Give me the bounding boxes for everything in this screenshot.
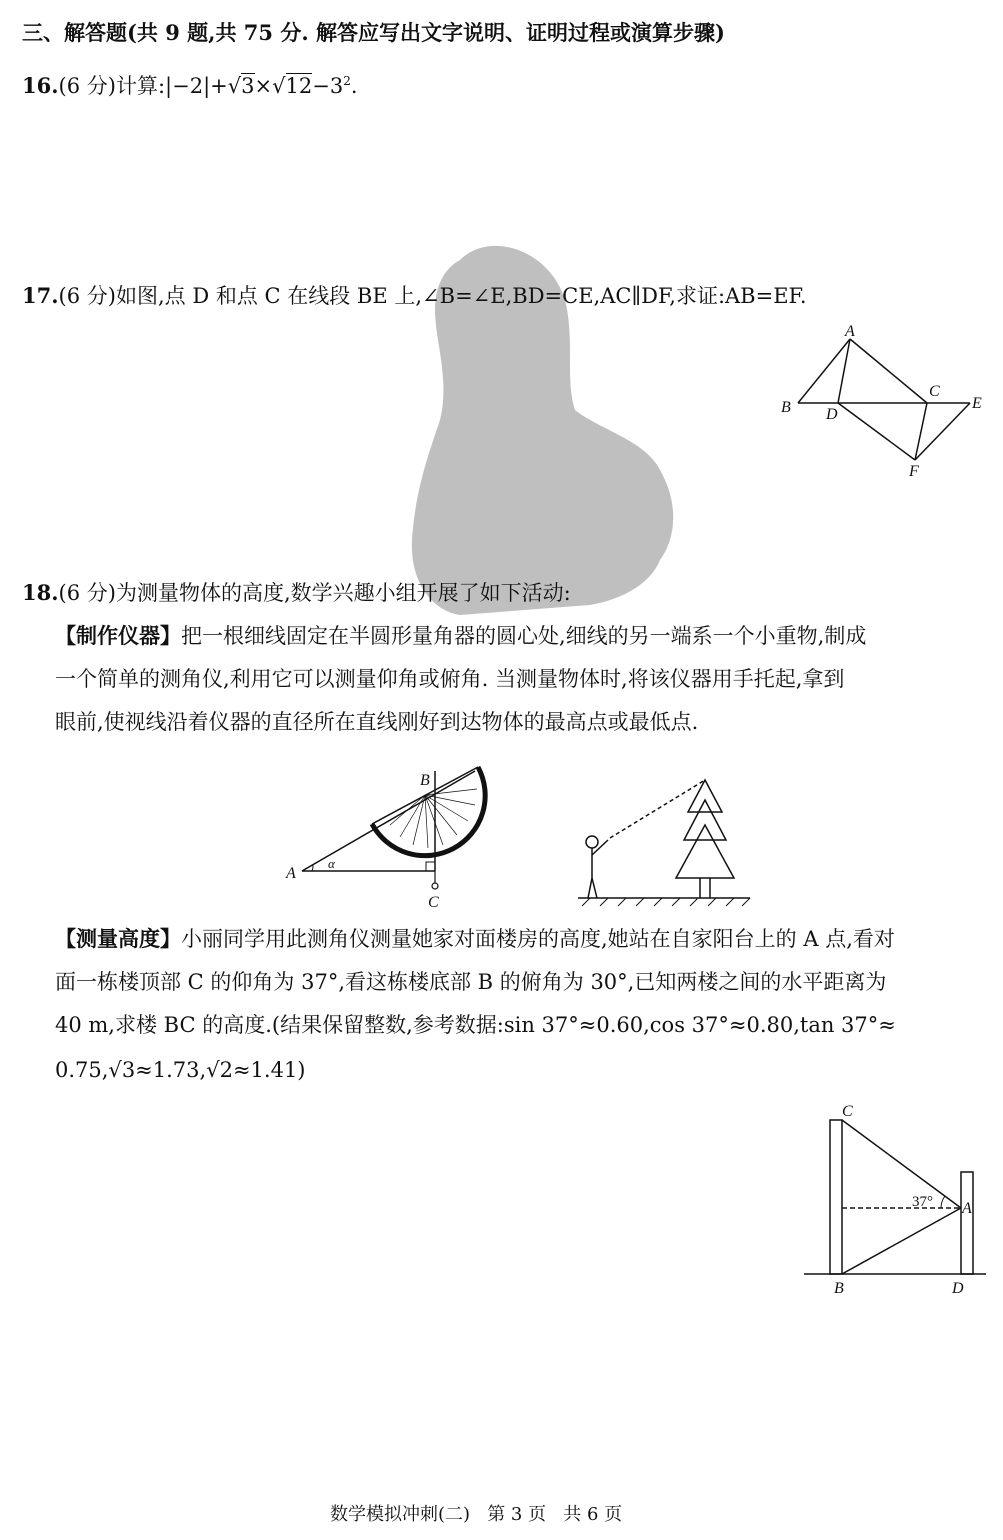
label-f: F bbox=[909, 463, 919, 480]
times-symbol: × bbox=[254, 74, 273, 98]
question-16 bbox=[22, 66, 358, 101]
label-b: B bbox=[420, 772, 430, 789]
instrument-paragraph-line: 一个简单的测角仪,利用它可以测量仰角或俯角. 当测量物体时,将该仪器用手托起,拿到 bbox=[55, 667, 845, 691]
paragraph-text: 小丽同学用此测角仪测量她家对面楼房的高度,她站在自家阳台上的 A 点,看对 bbox=[181, 927, 895, 951]
angle-label: 37° bbox=[912, 1194, 933, 1210]
question-number: 16. bbox=[22, 73, 59, 98]
protractor-instrument-figure bbox=[280, 755, 510, 915]
buildings-angle-figure bbox=[800, 1098, 990, 1298]
paragraph-text: 把一根细线固定在半圆形量角器的圆心处,细线的另一端系一个小重物,制成 bbox=[181, 624, 867, 648]
measure-paragraph-line bbox=[55, 924, 895, 954]
label-b: B bbox=[834, 1280, 844, 1297]
question-17 bbox=[22, 281, 807, 311]
label-c: C bbox=[842, 1103, 853, 1120]
sqrt-symbol: √ bbox=[227, 74, 242, 98]
girl-tree-sighting-figure bbox=[570, 770, 760, 910]
measure-paragraph-line: 40 m,求楼 BC 的高度.(结果保留整数,参考数据:sin 37°≈0.60,cos 37°≈0.80,tan 37°≈ bbox=[55, 1013, 896, 1037]
label-c: C bbox=[929, 383, 940, 400]
exponent: 2 bbox=[343, 74, 351, 88]
measure-paragraph-line: 面一栋楼顶部 C 的仰角为 37°,看这栋楼底部 B 的俯角为 30°,已知两楼之间的水平距离为 bbox=[55, 970, 887, 994]
measure-paragraph-line: 0.75,√3≈1.73,√2≈1.41) bbox=[55, 1058, 306, 1082]
question-18-intro bbox=[22, 578, 571, 608]
period: . bbox=[350, 74, 358, 98]
label-a: A bbox=[845, 323, 855, 340]
instrument-tag: 【制作仪器】 bbox=[55, 623, 181, 648]
expression-part: |−2|+ bbox=[165, 74, 228, 98]
measure-tag: 【测量高度】 bbox=[55, 926, 181, 951]
radicand: 3 bbox=[241, 74, 255, 98]
label-a: A bbox=[962, 1200, 972, 1217]
label-d: D bbox=[826, 406, 838, 423]
expression-part: −3 bbox=[312, 74, 344, 98]
label-d: D bbox=[952, 1280, 964, 1297]
label-e: E bbox=[972, 395, 982, 412]
question-text: (6 分)如图,点 D 和点 C 在线段 BE 上,∠B=∠E,BD=CE,AC∥DF,求证:AB=EF. bbox=[58, 284, 807, 308]
question-score: (6 分)计算: bbox=[58, 74, 166, 98]
question-number: 18. bbox=[22, 580, 59, 605]
radicand: 12 bbox=[285, 74, 313, 98]
label-a: A bbox=[286, 865, 296, 882]
page-footer: 数学模拟冲刺(二) 第 3 页 共 6 页 bbox=[330, 1504, 623, 1525]
section-header: 三、解答题(共 9 题,共 75 分. 解答应写出文字说明、证明过程或演算步骤) bbox=[22, 20, 725, 45]
sqrt-symbol: √ bbox=[272, 74, 286, 98]
instrument-paragraph-line: 眼前,使视线沿着仪器的直径所在直线刚好到达物体的最高点或最低点. bbox=[55, 710, 699, 734]
question-text: (6 分)为测量物体的高度,数学兴趣小组开展了如下活动: bbox=[58, 581, 571, 605]
label-alpha: α bbox=[328, 856, 335, 871]
question-number: 17. bbox=[22, 283, 59, 308]
label-b: B bbox=[781, 399, 791, 416]
q17-geometry-figure bbox=[775, 322, 990, 482]
label-c: C bbox=[428, 894, 439, 911]
instrument-paragraph-line bbox=[55, 621, 866, 651]
